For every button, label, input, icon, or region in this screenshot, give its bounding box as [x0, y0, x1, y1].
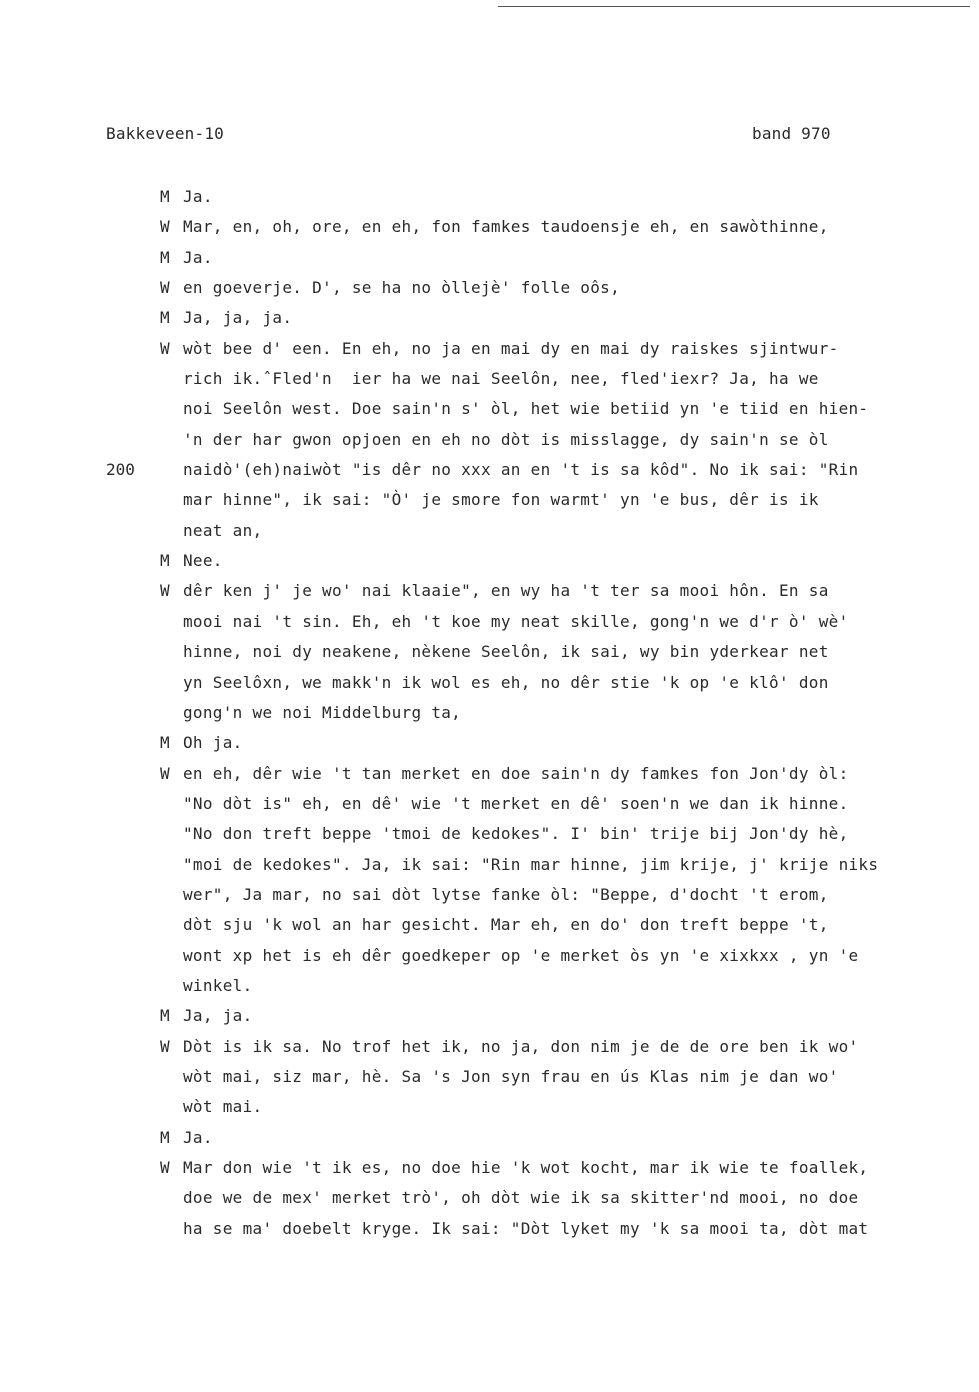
- line-text: "moi de kedokes". Ja, ik sai: "Rin mar hinne, jim krije, j' krije niks: [183, 854, 879, 874]
- transcript-line: [0, 425, 979, 455]
- line-text: noi Seelôn west. Doe sain'n s' òl, het wie betiid yn 'e tiid en hien-: [183, 399, 869, 419]
- header-right: band 970: [752, 124, 831, 143]
- transcript-line: [0, 1214, 979, 1244]
- line-text: Dòt is ik sa. No trof het ik, no ja, don nim je de de ore ben ik wo': [183, 1036, 859, 1056]
- transcript-line: [0, 1092, 979, 1122]
- top-rule: [498, 6, 970, 7]
- speaker-label: M: [160, 308, 170, 328]
- transcript-line: [0, 455, 979, 485]
- line-number: 200: [106, 460, 135, 480]
- speaker-label: M: [160, 1006, 170, 1026]
- line-text: ha se ma' doebelt kryge. Ik sai: "Dòt lyket my 'k sa mooi ta, dòt mat: [183, 1218, 869, 1238]
- transcript-line: [0, 182, 979, 212]
- transcript-line: [0, 607, 979, 637]
- transcript-line: [0, 394, 979, 424]
- transcript-line: [0, 698, 979, 728]
- transcript-line: [0, 668, 979, 698]
- transcript-line: [0, 1183, 979, 1213]
- transcript-line: [0, 1153, 979, 1183]
- speaker-label: M: [160, 733, 170, 753]
- transcript-line: [0, 637, 979, 667]
- line-text: naidò'(eh)naiwòt "is dêr no xxx an en 't is sa kôd". No ik sai: "Rin: [183, 460, 859, 480]
- line-text: dòt sju 'k wol an har gesicht. Mar eh, en do' don treft beppe 't,: [183, 915, 829, 935]
- transcript-line: [0, 910, 979, 940]
- transcript-line: [0, 1062, 979, 1092]
- transcript-line: [0, 364, 979, 394]
- transcript-line: [0, 273, 979, 303]
- transcript-line: [0, 334, 979, 364]
- speaker-label: M: [160, 187, 170, 206]
- line-text: gong'n we noi Middelburg ta,: [183, 702, 462, 722]
- transcript-line: [0, 516, 979, 546]
- line-text: doe we de mex' merket trò', oh dòt wie ik sa skitter'nd mooi, no doe: [183, 1188, 859, 1208]
- line-text: mar hinne", ik sai: "Ò' je smore fon warmt' yn 'e bus, dêr is ik: [183, 490, 819, 510]
- line-text: "No don treft beppe 'tmoi de kedokes". I' bin' trije bij Jon'dy hè,: [183, 824, 849, 844]
- line-text: Ja.: [183, 1127, 213, 1147]
- speaker-label: W: [160, 1158, 170, 1177]
- line-text: Ja.: [183, 187, 213, 206]
- line-text: Mar don wie 't ik es, no doe hie 'k wot kocht, mar ik wie te foallek,: [183, 1158, 869, 1177]
- speaker-label: M: [160, 1127, 170, 1147]
- line-text: winkel.: [183, 975, 253, 995]
- transcript-line: [0, 576, 979, 606]
- speaker-label: W: [160, 763, 170, 783]
- speaker-label: M: [160, 247, 170, 267]
- line-text: wer", Ja mar, no sai dòt lytse fanke òl: "Beppe, d'docht 't erom,: [183, 884, 829, 904]
- line-text: "No dòt is" eh, en dê' wie 't merket en dê' soen'n we dan ik hinne.: [183, 793, 849, 813]
- header-left: Bakkeveen-10: [106, 124, 224, 143]
- line-text: wòt mai.: [183, 1097, 263, 1117]
- transcript-line: [0, 1032, 979, 1062]
- line-text: wont xp het is eh dêr goedkeper op 'e merket òs yn 'e xixkxx , yn 'e: [183, 945, 859, 965]
- line-text: wòt bee d' een. En eh, no ja en mai dy en mai dy raiskes sjintwur-: [183, 338, 839, 358]
- line-text: Mar, en, oh, ore, en eh, fon famkes taudoensje eh, en sawòthinne,: [183, 217, 829, 237]
- transcript-line: [0, 759, 979, 789]
- transcript-line: [0, 971, 979, 1001]
- line-text: dêr ken j' je wo' nai klaaie", en wy ha 't ter sa mooi hôn. En sa: [183, 581, 829, 601]
- speaker-label: W: [160, 581, 170, 601]
- transcript-line: [0, 212, 979, 242]
- speaker-label: W: [160, 217, 170, 237]
- line-text: en goeverje. D', se ha no òllejè' folle oôs,: [183, 278, 621, 298]
- transcript-line: [0, 485, 979, 515]
- transcript-line: [0, 880, 979, 910]
- line-text: Ja, ja, ja.: [183, 308, 293, 328]
- line-text: wòt mai, siz mar, hè. Sa 's Jon syn frau en ús Klas nim je dan wo': [183, 1066, 839, 1086]
- line-text: hinne, noi dy neakene, nèkene Seelôn, ik sai, wy bin yderkear net: [183, 642, 829, 662]
- line-text: mooi nai 't sin. Eh, eh 't koe my neat skille, gong'n we d'r ò' wè': [183, 611, 849, 631]
- transcript-line: [0, 819, 979, 849]
- speaker-label: W: [160, 338, 170, 358]
- transcript-line: [0, 1001, 979, 1031]
- transcript-line: [0, 728, 979, 758]
- line-text: en eh, dêr wie 't tan merket en doe sain'n dy famkes fon Jon'dy òl:: [183, 763, 849, 783]
- line-text: Ja.: [183, 247, 213, 267]
- transcript-line: [0, 789, 979, 819]
- line-text: yn Seelôxn, we makk'n ik wol es eh, no dêr stie 'k op 'e klô' don: [183, 672, 829, 692]
- line-text: Nee.: [183, 551, 223, 571]
- transcript-line: [0, 1123, 979, 1153]
- transcript-line: [0, 941, 979, 971]
- transcript-line: [0, 303, 979, 333]
- transcript-body: [0, 182, 979, 1244]
- speaker-label: M: [160, 551, 170, 571]
- line-text: Oh ja.: [183, 733, 243, 753]
- transcript-line: [0, 850, 979, 880]
- transcript-line: [0, 243, 979, 273]
- line-text: Ja, ja.: [183, 1006, 253, 1026]
- line-text: rich ik.ˆFled'n ier ha we nai Seelôn, nee, fled'iexr? Ja, ha we: [183, 369, 819, 389]
- transcript-line: [0, 546, 979, 576]
- line-text: neat an,: [183, 520, 263, 540]
- speaker-label: W: [160, 1036, 170, 1056]
- speaker-label: W: [160, 278, 170, 298]
- line-text: 'n der har gwon opjoen en eh no dòt is misslagge, dy sain'n se òl: [183, 429, 829, 449]
